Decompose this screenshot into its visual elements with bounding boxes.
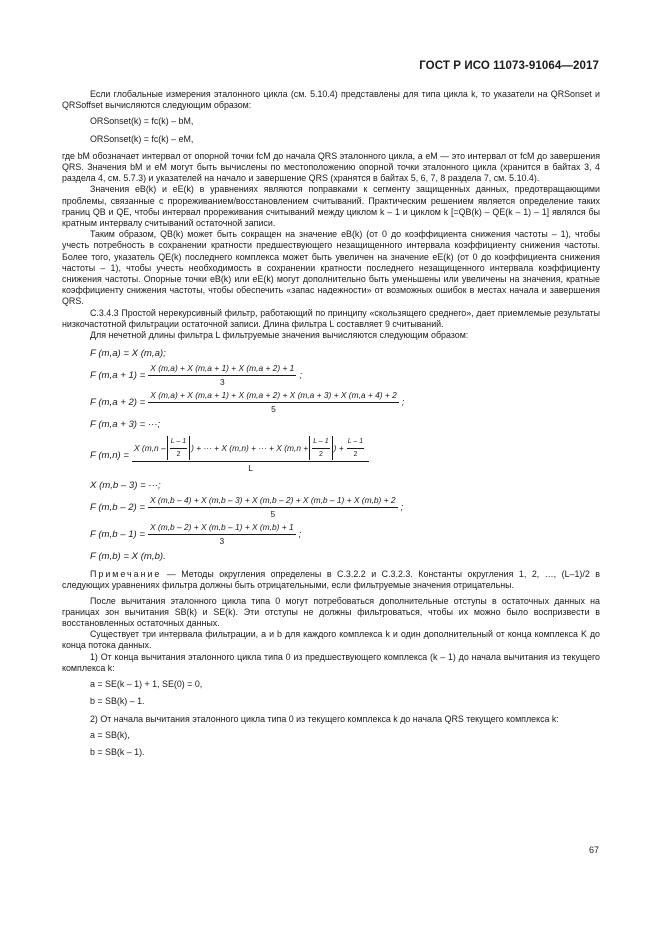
document-body xyxy=(62,89,600,764)
equation: F (m,a) = X (m,a); xyxy=(90,348,166,360)
note xyxy=(62,569,600,591)
formula-qrsoffset: ORSonset(k) = fc(k) – eM, xyxy=(90,133,194,144)
paragraph: Существует три интервала фильтрации, a и b для каждого комплекса k и один дополнительный от конца комплекса K до конца потока данных. xyxy=(62,629,600,651)
equation: X (m,b – 3) = ···; xyxy=(90,480,161,492)
paragraph: Для нечетной длины фильтра L фильтруемые значения вычисляются следующим образом: xyxy=(90,330,469,341)
equation: F (m,a + 1) = $\frac{X (m,a) + X (m,a + 1) + X (m,a + 2) + 1}{3}$ ; xyxy=(90,363,303,388)
paragraph: С.3.4.3 Простой нерекурсивный фильтр, работающий по принципу «скользящего среднего», дает приемлемые результаты низкочастотной фильтрации остаточной записи. Длина фильтра L составляет 9 считываний. xyxy=(62,307,600,329)
equation: F (m,n) = X ( m,n – L – 1 2 ) + ··· + X (m,n) + ··· + X ( m,n + $\frac{L - 1}{2}$ ) + $\frac{L - 1}{2}$ L xyxy=(90,433,600,477)
equation: F (m,b – 1) = $\frac{X (m,b - 2) + X (m,b - 1) + X (m,b) + 1}{3}$ ; xyxy=(90,522,302,547)
formula: b = SB(k – 1). xyxy=(90,746,145,757)
document-header: ГОСТ Р ИСО 11073-91064—2017 xyxy=(419,60,599,72)
paragraph: После вычитания эталонного цикла типа 0 могут потребоваться дополнительные отступы в остаточных данных на границах зон вычитания SB(k) и SE(k). Эти отступы не должны фильтроваться, чтобы их можно было воспризвести в восстановленных остаточных данных. xyxy=(62,595,600,629)
equation: F (m,a + 3) = ···; xyxy=(90,419,161,431)
equation: F (m,b) = X (m,b). xyxy=(90,551,166,563)
formula: b = SB(k) – 1. xyxy=(90,696,145,707)
paragraph: Значения eB(k) и eE(k) в уравнениях являются поправками к сегменту защищенных данных, предотвращающими проблемы, связанные с прореживанием/восстановлением считываний. Практическим решением является определение таких границ QB и QE, чтобы интервал прореживания считываний между циклом k – 1 и циклом k [=QB(k) – QE(k – 1) – 1] являлся бы кратным интервалу считываний остаточной записи. xyxy=(62,184,600,229)
paragraph: Таким образом, QB(k) может быть сокращен на значение eB(k) (от 0 до коэффициента снижения частоты – 1), чтобы учесть потребность в сохранении кратности предшествующего незащищенного интервала коэффициенту снижения частоты. Более того, указатель QE(k) последнего комплекса может быть увеличен на значение eE(k) (от 0 до коэффициента снижения частоты – 1), чтобы учесть необходимость в сохранении кратности последнего незащищенного интервала коэффициенту снижения частоты. Опорные точки eB(k) или eE(k) могут дополнительно быть уменьшены или увеличены на значения, кратные коэффициенту снижения частоты, чтобы обеспечить «запас надежности» от возможных ошибок в местах начала и завершения QRS. xyxy=(62,229,600,307)
equation-block xyxy=(62,345,600,565)
formula: a = SE(k – 1) + 1, SE(0) = 0, xyxy=(90,679,203,690)
paragraph: Если глобальные измерения эталонного цикла (см. 5.10.4) представлены для типа цикла k, то указатели на QRSonset и QRSoffset вычисляются следующим образом: xyxy=(62,89,600,111)
paragraph: где bM обозначает интервал от опорной точки fcM до начала QRS эталонного цикла, а eM — это интервал от fcM до завершения QRS. Значения bM и eM могут быть вычислены по местоположению опорной точки эталонного цикла (хранится в байтах 3, 4 раздела 4, см. 5.7.3) и указателей на начало и завершение QRS (хранятся в байтах 5, 6, 7, 8 раздела 7, см. 5.10.4). xyxy=(62,150,600,184)
formula: a = SB(k), xyxy=(90,729,130,740)
equation: F (m,b – 2) = X (m,b – 4) + X (m,b – 3) + X (m,b – 2) + X (m,b – 1) + X (m,b) + 2 5 ; xyxy=(90,495,404,520)
paragraph: 1) От конца вычитания эталонного цикла типа 0 из предшествующего комплекса (k – 1) до начала вычитания из текущего комплекса k: xyxy=(62,651,600,673)
note-label: Примечание xyxy=(90,569,162,580)
page-number: 67 xyxy=(588,845,599,855)
formula-qrsonset: ORSonset(k) = fc(k) – bM, xyxy=(90,116,194,127)
equation: F (m,a + 2) = X (m,a) + X (m,a + 1) + X (m,a + 2) + X (m,a + 3) + X (m,a + 4) + 2 5 ; xyxy=(90,390,405,415)
paragraph: 2) От начала вычитания эталонного цикла типа 0 из текущего комплекса k до начала QRS текущего комплекса k: xyxy=(90,713,559,724)
note-text: — Методы округления определены в С.3.2.2 и С.3.2.3. Константы округления 1, 2, …, (L–1)/2 в следующих уравнениях фильтра должны быть отрицательными, если фильтруемые значения отрицательны. xyxy=(62,569,600,591)
